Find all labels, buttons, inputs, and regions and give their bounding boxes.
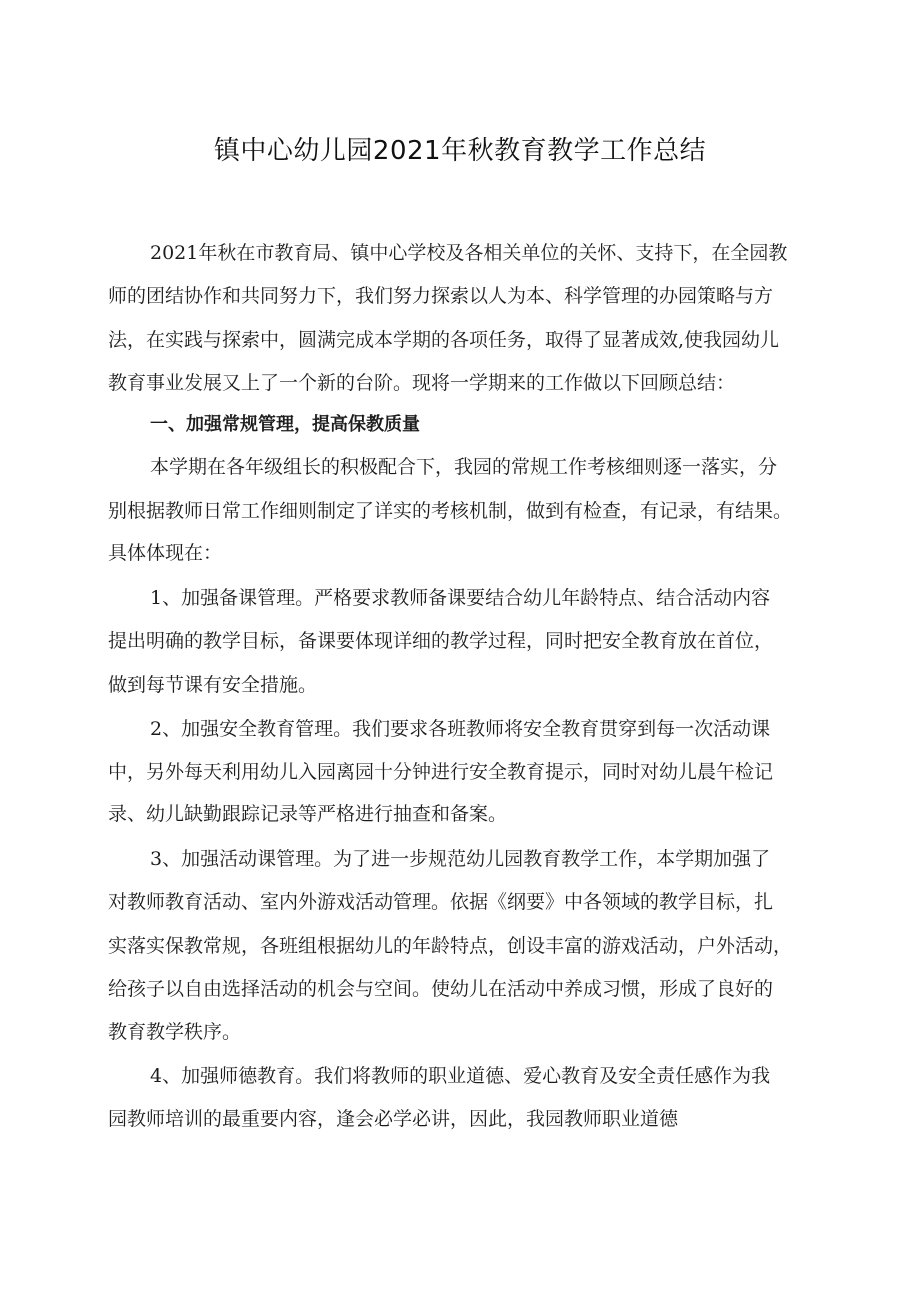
list-item-line: 做到每节课有安全措施。	[108, 674, 318, 696]
list-item-line: 实落实保教常规，各班组根据幼儿的年龄特点，创设丰富的游戏活动，户外活动，	[108, 935, 793, 957]
paragraph-line: 法，在实践与探索中，圆满完成本学期的各项任务，取得了显著成效,使我园幼儿	[108, 329, 780, 351]
list-item-line: 3、加强活动课管理。为了进一步规范幼儿园教育教学工作，本学期加强了	[150, 848, 771, 870]
list-item-line: 提出明确的教学目标，备课要体现详细的教学过程，同时把安全教育放在首位，	[108, 630, 774, 652]
list-item-line: 中，另外每天利用幼儿入园离园十分钟进行安全教育提示，同时对幼儿晨午检记	[108, 761, 774, 783]
paragraph-line: 本学期在各年级组长的积极配合下，我园的常规工作考核细则逐一落实，分	[150, 456, 778, 478]
list-item-line: 给孩子以自由选择活动的机会与空间。使幼儿在活动中养成习惯，形成了良好的	[108, 978, 774, 1000]
document-title: 镇中心幼儿园2021年秋教育教学工作总结	[213, 136, 707, 166]
list-item-line: 园教师培训的最重要内容，逢会必学必讲，因此，我园教师职业道德	[108, 1108, 679, 1130]
list-item-line: 1、加强备课管理。严格要求教师备课要结合幼儿年龄特点、结合活动内容	[150, 587, 771, 609]
paragraph-line: 别根据教师日常工作细则制定了详实的考核机制，做到有检查，有记录，有结果。	[108, 500, 793, 522]
paragraph-line: 教育事业发展又上了一个新的台阶。现将一学期来的工作做以下回顾总结：	[108, 372, 736, 394]
paragraph-line: 具体体现在：	[108, 542, 223, 564]
section-heading: 一、加强常规管理，提高保教质量	[150, 414, 420, 435]
paragraph-line: 2021年秋在市教育局、镇中心学校及各相关单位的关怀、支持下，在全园教	[150, 242, 788, 264]
list-item-line: 教育教学秩序。	[108, 1021, 242, 1043]
list-item-line: 对教师教育活动、室内外游戏活动管理。依据《纲要》中各领域的教学目标，扎	[108, 891, 774, 913]
list-item-line: 录、幼儿缺勤跟踪记录等严格进行抽查和备案。	[108, 803, 508, 825]
list-item-line: 4、加强师德教育。我们将教师的职业道德、爱心教育及安全责任感作为我	[150, 1065, 771, 1087]
paragraph-line: 师的团结协作和共同努力下，我们努力探索以人为本、科学管理的办园策略与方	[108, 285, 774, 307]
list-item-line: 2、加强安全教育管理。我们要求各班教师将安全教育贯穿到每一次活动课	[150, 718, 771, 740]
